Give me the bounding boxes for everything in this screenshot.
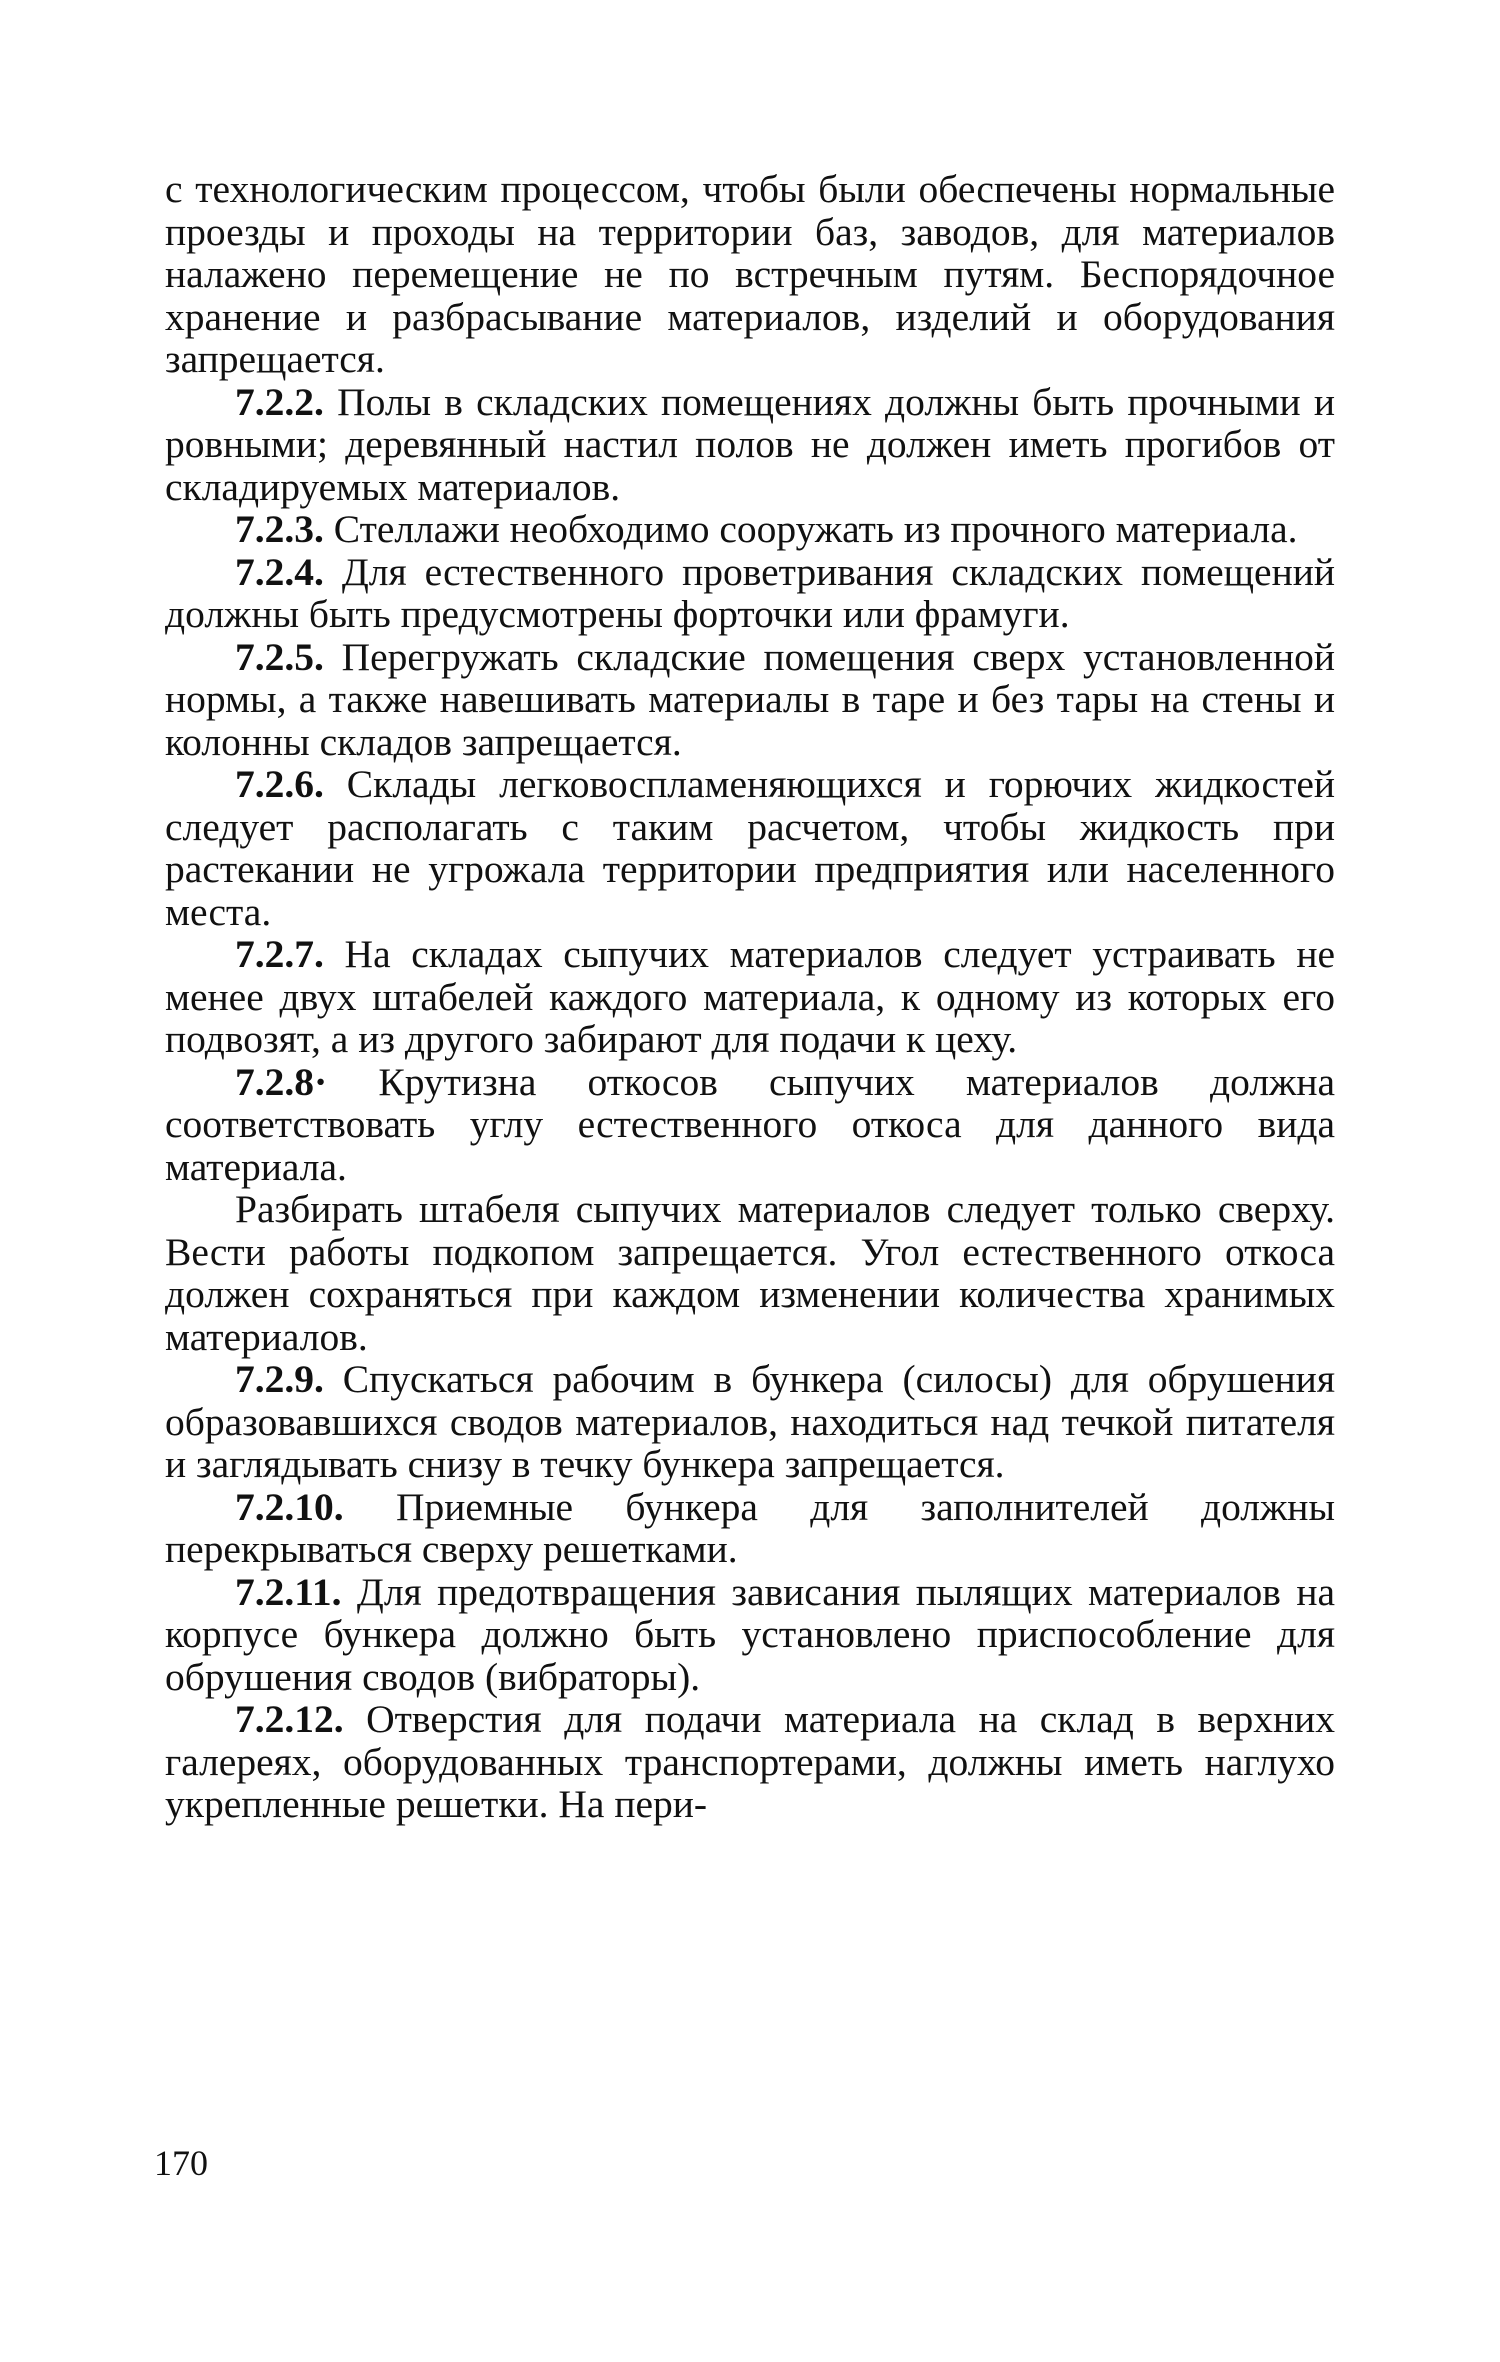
paragraph-number: 7.2.9. xyxy=(235,1357,324,1401)
paragraph-7-2-5 xyxy=(165,636,1335,764)
paragraph-text: Для естественного проветривания складских помещений должны быть предусмотрены форточки или фрамуги. xyxy=(165,549,1335,636)
paragraph-text: Склады легковоспламеняющихся и горючих жидкостей следует располагать с таким расчетом, чтобы жидкость при растекании не угрожала территории предприятия или населенного места. xyxy=(165,762,1335,934)
paragraph-number: 7.2.5. xyxy=(235,634,324,679)
paragraph-text: Стеллажи необходимо сооружать из прочного материала. xyxy=(323,507,1298,551)
paragraph-text: с технологическим процессом, чтобы были обеспечены нормальные проезды и проходы на территории баз, заводов, для материалов налажено перемещение не по встречным путям. Беспорядочное хранение и разбрасывание материалов, изделий и оборудования запрещается. xyxy=(165,167,1335,381)
paragraph-continued xyxy=(165,168,1335,381)
paragraph-7-2-2 xyxy=(165,381,1335,509)
paragraph-7-2-12 xyxy=(165,1698,1335,1826)
paragraph-number: 7.2.12. xyxy=(235,1697,344,1741)
paragraph-text: Отверстия для подачи материала на склад в верхних галереях, оборудованных транспортерами, должны иметь наглухо укрепленные решетки. На пери- xyxy=(165,1697,1335,1826)
paragraph-text: Спускаться рабочим в бункера (силосы) для обрушения образовавшихся сводов материалов, находиться над течкой питателя и заглядывать снизу в течку бункера запрещается. xyxy=(165,1357,1335,1486)
page-number: 170 xyxy=(154,2143,208,2183)
document-page xyxy=(165,168,1335,1826)
paragraph-7-2-3 xyxy=(165,508,1335,551)
paragraph-7-2-8 xyxy=(165,1061,1335,1189)
paragraph-number: 7.2.10. xyxy=(235,1484,344,1529)
paragraph-number: 7.2.2. xyxy=(235,379,324,424)
paragraph-number: 7.2.8· xyxy=(235,1059,328,1104)
paragraph-number: 7.2.7. xyxy=(235,932,324,976)
paragraph-7-2-4 xyxy=(165,551,1335,636)
paragraph-text: Для предотвращения зависания пылящих материалов на корпусе бункера должно быть установлено приспособление для обрушения сводов (вибраторы). xyxy=(165,1569,1335,1699)
paragraph-number: 7.2.3. xyxy=(235,507,324,551)
paragraph-number: 7.2.4. xyxy=(235,549,324,594)
paragraph-7-2-7 xyxy=(165,933,1335,1061)
paragraph-number: 7.2.11. xyxy=(235,1569,342,1614)
paragraph-text: Перегружать складские помещения сверх установленной нормы, а также навешивать материалы в таре и без тары на стены и колонны складов запрещается. xyxy=(165,634,1335,764)
paragraph-unnumbered xyxy=(165,1188,1335,1358)
paragraph-7-2-10 xyxy=(165,1486,1335,1571)
paragraph-number: 7.2.6. xyxy=(235,762,324,806)
paragraph-7-2-9 xyxy=(165,1358,1335,1486)
paragraph-text: Приемные бункера для заполнителей должны перекрываться сверху решетками. xyxy=(165,1484,1335,1571)
paragraph-7-2-6 xyxy=(165,763,1335,933)
paragraph-text: На складах сыпучих материалов следует устраивать не менее двух штабелей каждого материала, к одному из которых его подвозят, а из другого забирают для подачи к цеху. xyxy=(165,932,1335,1061)
paragraph-text: Крутизна откосов сыпучих материалов должна соответствовать углу естественного откоса для данного вида материала. xyxy=(165,1059,1335,1189)
paragraph-text: Полы в складских помещениях должны быть прочными и ровными; деревянный настил полов не должен иметь прогибов от складируемых материалов. xyxy=(165,379,1335,509)
paragraph-7-2-11 xyxy=(165,1571,1335,1699)
paragraph-text: Разбирать штабеля сыпучих материалов следует только сверху. Вести работы подкопом запрещается. Угол естественного откоса должен сохраняться при каждом изменении количества хранимых материалов. xyxy=(165,1187,1335,1359)
